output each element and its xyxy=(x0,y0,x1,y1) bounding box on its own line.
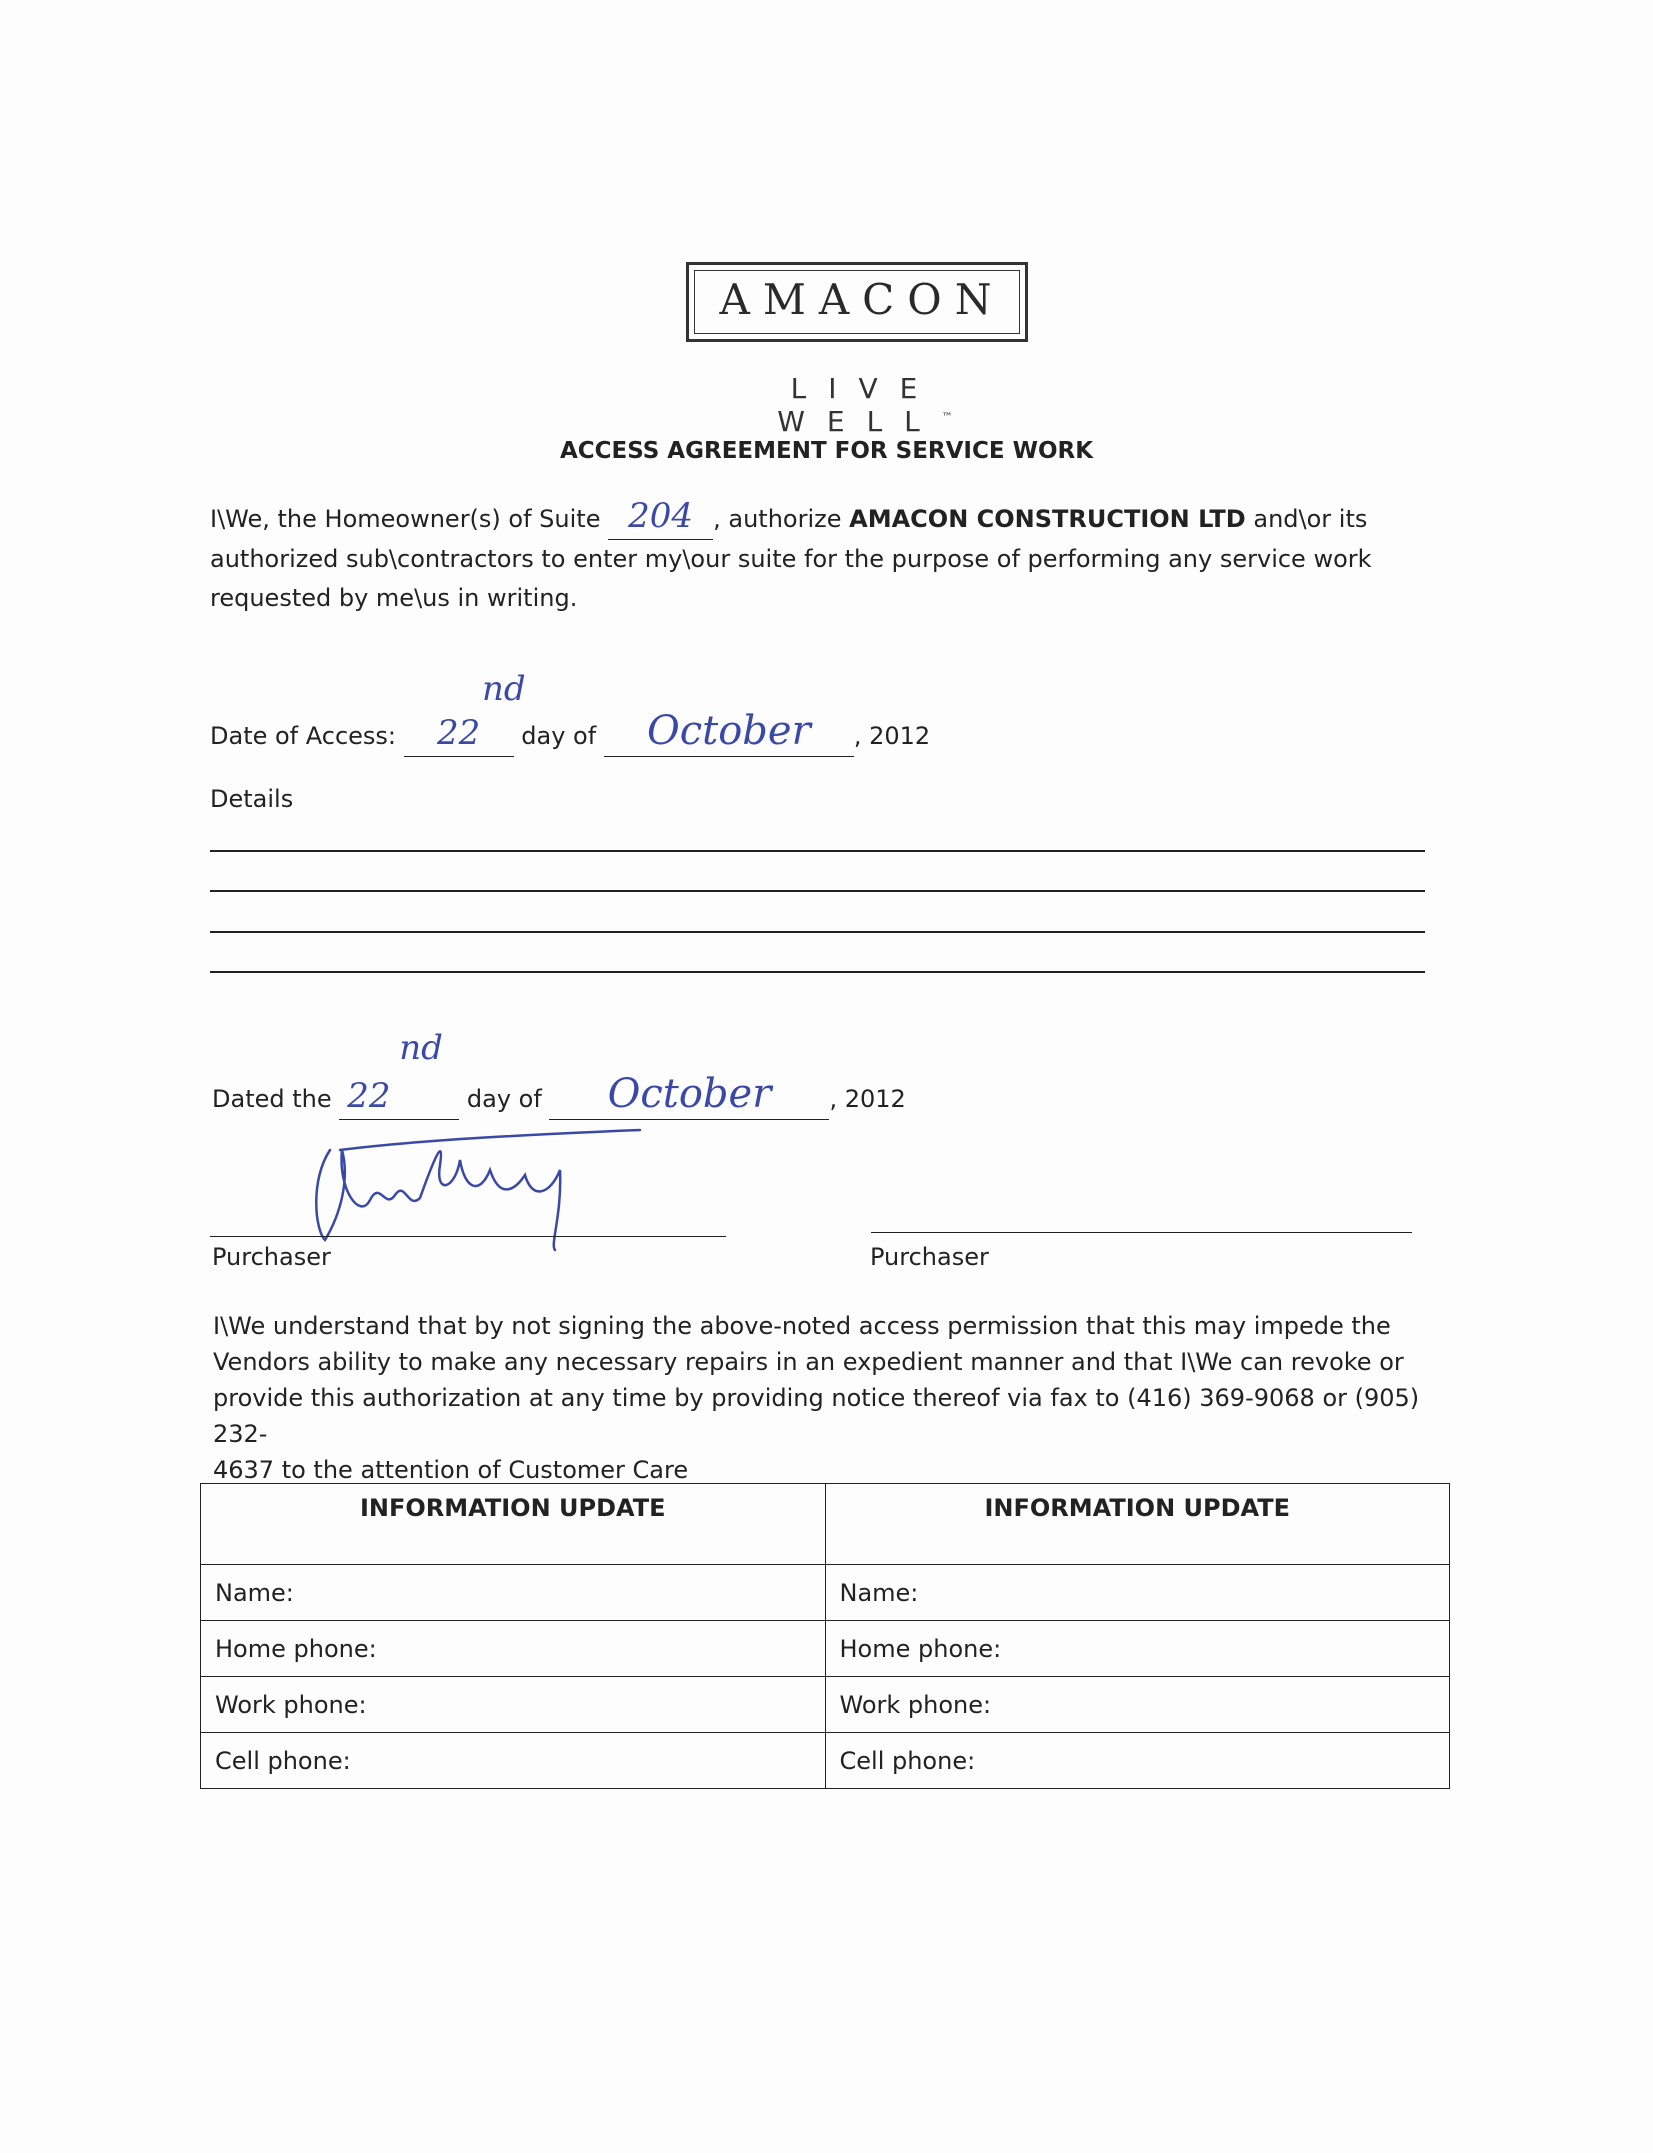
dated-year: , 2012 xyxy=(829,1085,906,1113)
access-month-value: October xyxy=(646,708,811,754)
company-logo xyxy=(686,262,1028,342)
notice-paragraph xyxy=(213,1308,1473,1488)
logo-tagline xyxy=(700,372,1030,438)
intro-line-1 xyxy=(210,496,1490,540)
company-name: AMACON CONSTRUCTION LTD xyxy=(849,505,1246,533)
access-day-suffix: nd xyxy=(481,669,526,709)
notice-line-2: Vendors ability to make any necessary repairs in an expedient manner and that I\We can revoke or xyxy=(213,1348,1404,1376)
info-header-left: INFORMATION UPDATE xyxy=(201,1484,826,1565)
details-line-2[interactable] xyxy=(210,890,1425,892)
dated-day-value: 22 xyxy=(347,1076,391,1116)
date-of-access-label: Date of Access: xyxy=(210,722,396,750)
home-phone-field-right[interactable]: Home phone: xyxy=(825,1621,1450,1677)
purchaser-1-signature-line[interactable] xyxy=(210,1236,726,1237)
intro-text-2: , authorize xyxy=(713,505,842,533)
table-row xyxy=(201,1677,1450,1733)
trademark-mark: ™ xyxy=(941,410,953,424)
intro-line-3: requested by me\us in writing. xyxy=(210,584,578,612)
cell-phone-field-right[interactable]: Cell phone: xyxy=(825,1733,1450,1789)
details-line-1[interactable] xyxy=(210,850,1425,852)
tagline-text: LIVE WELL xyxy=(777,372,942,438)
notice-line-3: provide this authorization at any time by providing notice thereof via fax to (416) 369-9068 or (905) 232- xyxy=(213,1384,1420,1448)
access-day-field[interactable] xyxy=(404,669,526,757)
dated-day-of-label: day of xyxy=(466,1085,542,1113)
name-field-right[interactable]: Name: xyxy=(825,1565,1450,1621)
intro-text-3: and\or its xyxy=(1253,505,1368,533)
date-of-access-row xyxy=(210,669,1210,757)
dated-label: Dated the xyxy=(212,1085,332,1113)
dated-day-suffix: nd xyxy=(399,1028,443,1068)
intro-paragraph xyxy=(210,496,1490,618)
work-phone-field-left[interactable]: Work phone: xyxy=(201,1677,826,1733)
details-line-3[interactable] xyxy=(210,931,1425,933)
table-row xyxy=(201,1621,1450,1677)
information-update-table xyxy=(200,1483,1450,1789)
intro-text-1: I\We, the Homeowner(s) of Suite xyxy=(210,505,601,533)
dated-day-field[interactable] xyxy=(339,1028,459,1120)
logo-text: AMACON xyxy=(694,270,1020,334)
table-row xyxy=(201,1565,1450,1621)
suite-field[interactable] xyxy=(608,496,713,540)
purchaser-1-label: Purchaser xyxy=(212,1243,331,1271)
intro-line-2: authorized sub\contractors to enter my\our suite for the purpose of performing any service work xyxy=(210,545,1372,573)
dated-month-field[interactable] xyxy=(549,1071,829,1120)
purchaser-2-signature-line[interactable] xyxy=(871,1232,1412,1233)
cell-phone-field-left[interactable]: Cell phone: xyxy=(201,1733,826,1789)
access-year: , 2012 xyxy=(853,722,931,750)
home-phone-field-left[interactable]: Home phone: xyxy=(201,1621,826,1677)
document-title: ACCESS AGREEMENT FOR SERVICE WORK xyxy=(559,438,1094,464)
notice-line-4: 4637 to the attention of Customer Care xyxy=(213,1456,689,1484)
access-day-of-label: day of xyxy=(521,722,597,750)
access-day-value: 22 xyxy=(437,713,481,753)
table-row xyxy=(201,1733,1450,1789)
purchaser-2-label: Purchaser xyxy=(870,1243,989,1271)
access-month-field[interactable] xyxy=(604,708,854,757)
notice-line-1: I\We understand that by not signing the above-noted access permission that this may impede the xyxy=(213,1312,1391,1340)
info-header-right: INFORMATION UPDATE xyxy=(825,1484,1450,1565)
work-phone-field-right[interactable]: Work phone: xyxy=(825,1677,1450,1733)
dated-row xyxy=(212,1028,1212,1120)
suite-value: 204 xyxy=(628,496,694,536)
dated-month-value: October xyxy=(607,1071,772,1117)
table-header-row xyxy=(201,1484,1450,1565)
name-field-left[interactable]: Name: xyxy=(201,1565,826,1621)
details-line-4[interactable] xyxy=(210,971,1425,973)
details-label: Details xyxy=(210,785,294,813)
purchaser-signature xyxy=(300,1120,660,1260)
